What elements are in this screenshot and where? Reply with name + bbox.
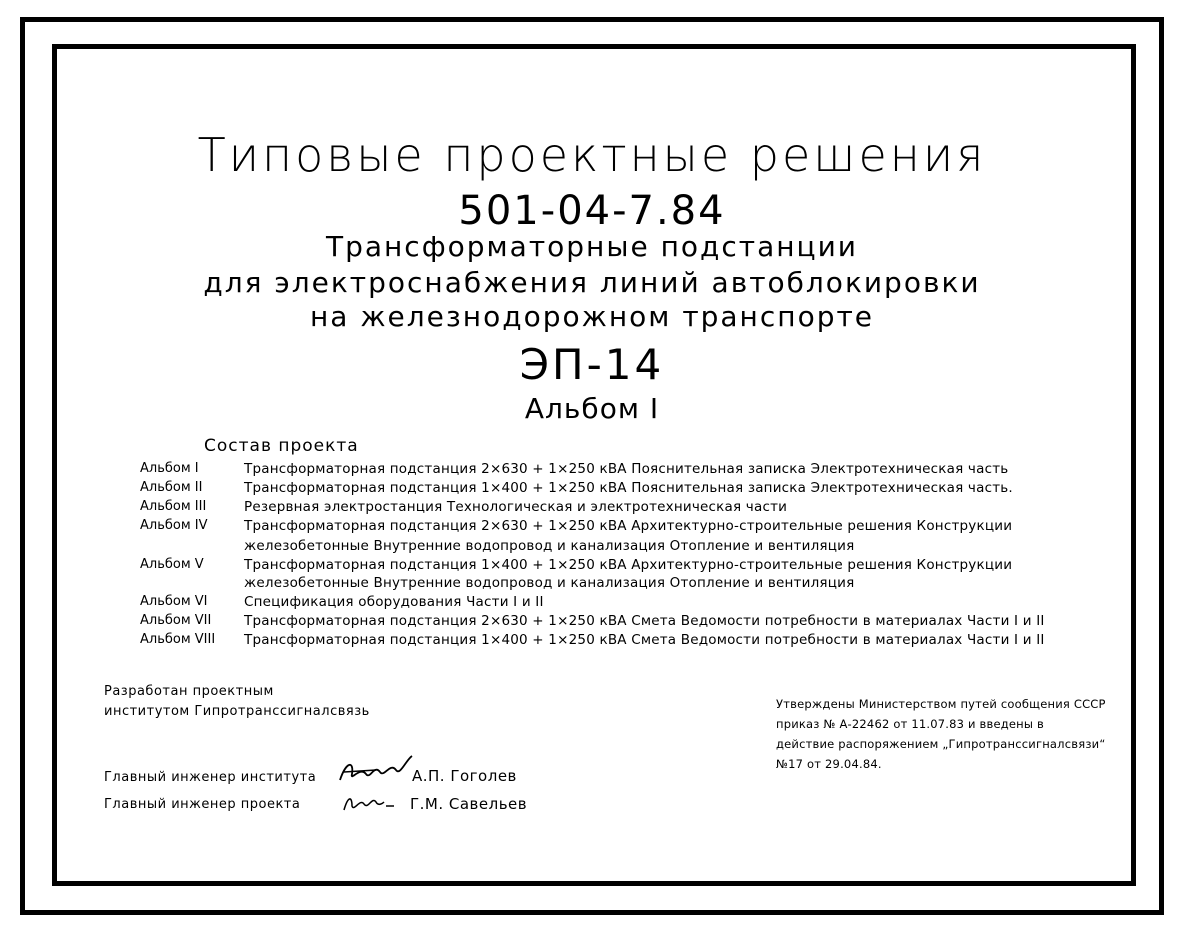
signature-project-icon	[340, 790, 396, 816]
subject-line-1: Трансформаторные подстанции	[325, 230, 859, 263]
chief-engineer-institute-name: А.П. Гоголев	[412, 767, 517, 785]
album-label: Альбом II	[140, 480, 203, 495]
chief-engineer-institute-label: Главный инженер института	[104, 770, 317, 785]
project-code: ЭП-14	[519, 340, 665, 389]
album-description: Трансформаторная подстанция 1×400 + 1×250 кВА Пояснительная записка Электротехническая часть.	[244, 480, 1013, 496]
album-description: Спецификация оборудования Части I и II	[244, 594, 544, 610]
album-label: Альбом IV	[140, 518, 208, 533]
album-description: Трансформаторная подстанция 2×630 + 1×250 кВА Пояснительная записка Электротехническая часть	[244, 461, 1009, 477]
developer-line-1: Разработан проектным	[104, 684, 274, 699]
album-label: Альбом VI	[140, 594, 208, 609]
signature-institute-icon	[336, 752, 416, 788]
album-label: Альбом III	[140, 499, 207, 514]
document-type-title: Типовые проектные решения	[197, 128, 987, 182]
album-description-continued: железобетонные Внутренние водопровод и канализация Отопление и вентиляция	[244, 538, 855, 554]
chief-engineer-project-name: Г.М. Савельев	[410, 795, 528, 813]
composition-title: Состав проекта	[204, 436, 359, 456]
developer-line-2: институтом Гипротранссигналсвязь	[104, 704, 370, 719]
approval-line-3: действие распоряжением „Гипротранссигналсвязи“	[776, 737, 1106, 751]
album-number: Альбом I	[524, 392, 660, 425]
approval-line-1: Утверждены Министерством путей сообщения СССР	[776, 697, 1106, 711]
document-code: 501-04-7.84	[458, 188, 726, 234]
album-description-continued: железобетонные Внутренние водопровод и канализация Отопление и вентиляция	[244, 575, 855, 591]
subject-line-3: на железнодорожном транспорте	[309, 300, 875, 333]
subject-line-2: для электроснабжения линий автоблокировки	[203, 266, 981, 299]
album-description: Резервная электростанция Технологическая и электротехническая части	[244, 499, 788, 515]
chief-engineer-project-label: Главный инженер проекта	[104, 797, 301, 812]
approval-line-2: приказ № А-22462 от 11.07.83 и введены в	[776, 717, 1045, 731]
album-description: Трансформаторная подстанция 2×630 + 1×250 кВА Смета Ведомости потребности в материалах Части I и II	[244, 613, 1045, 629]
album-description: Трансформаторная подстанция 1×400 + 1×250 кВА Смета Ведомости потребности в материалах Части I и II	[244, 632, 1045, 648]
album-description: Трансформаторная подстанция 1×400 + 1×250 кВА Архитектурно-строительные решения Конструкции	[244, 557, 1013, 573]
album-label: Альбом VIII	[140, 632, 216, 647]
album-description: Трансформаторная подстанция 2×630 + 1×250 кВА Архитектурно-строительные решения Конструкции	[244, 518, 1013, 534]
album-label: Альбом I	[140, 461, 199, 476]
approval-line-4: №17 от 29.04.84.	[776, 757, 882, 771]
album-label: Альбом V	[140, 557, 204, 572]
album-label: Альбом VII	[140, 613, 212, 628]
